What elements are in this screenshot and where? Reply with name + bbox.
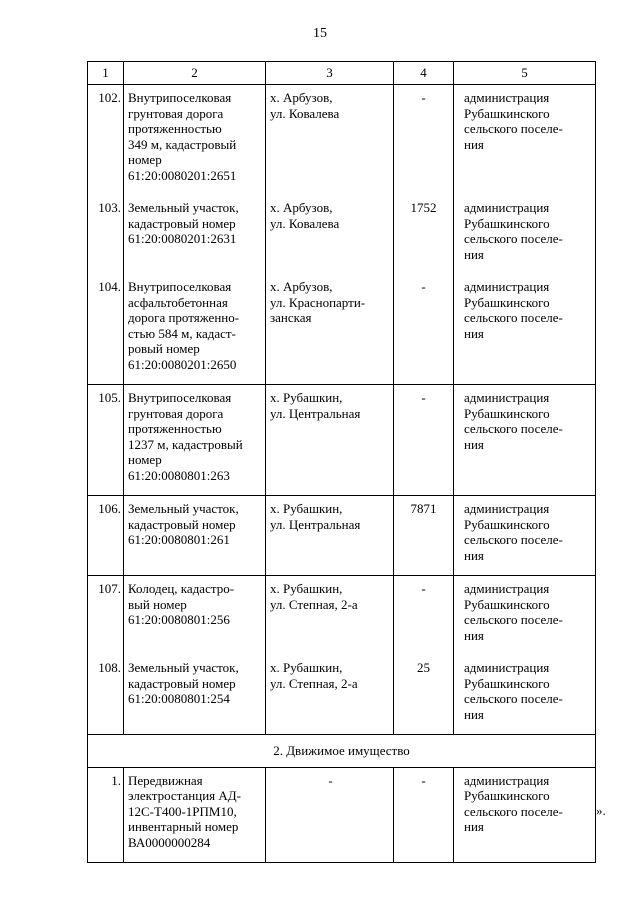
row-number: 103. [88, 195, 124, 274]
object-area: - [394, 767, 454, 863]
column-header: 3 [266, 62, 394, 85]
object-address-line: х. Рубашкин, [270, 581, 343, 596]
object-owner-line: ния [464, 246, 484, 262]
object-name-line: грунтовая дорога [128, 105, 224, 121]
object-area: - [394, 576, 454, 656]
object-owner-line: администрация [464, 279, 550, 294]
object-name-line: Внутрипоселковая [128, 390, 232, 405]
row-number: 104. [88, 274, 124, 385]
object-name-line: протяженностью [128, 421, 222, 436]
object-owner [454, 385, 596, 496]
object-name [124, 85, 266, 196]
object-name-line: ВА0000000284 [128, 834, 211, 850]
object-owner-line: сельского поселе- [464, 691, 563, 706]
object-address-line: - [328, 772, 333, 788]
object-name [124, 655, 266, 735]
object-name-line: стью 584 м, кадаст- [128, 325, 236, 341]
object-owner-line: сельского поселе- [464, 612, 563, 627]
object-owner-line: Рубашкинского [464, 675, 550, 691]
object-name-line: асфальтобетонная [128, 294, 228, 310]
object-owner-line: администрация [464, 90, 550, 105]
object-address [266, 85, 394, 196]
object-name-line: 1237 м, кадастровый [128, 436, 243, 452]
closing-quote: ». [596, 803, 606, 818]
object-name-line: 61:20:0080801:261 [128, 532, 230, 547]
object-address-line: ул. Степная, 2-а [270, 596, 358, 612]
property-table-container [87, 61, 595, 863]
object-address-line: х. Рубашкин, [270, 501, 343, 516]
object-name-line: Передвижная [128, 772, 203, 788]
table-body [88, 85, 596, 863]
object-address [266, 195, 394, 274]
object-name-line: Внутрипоселковая [128, 90, 232, 105]
object-area: - [394, 85, 454, 196]
object-address-line: х. Рубашкин, [270, 660, 343, 675]
object-name-line: номер [128, 452, 162, 467]
row-number: 1. [88, 767, 124, 863]
object-address-line: х. Арбузов, [270, 279, 333, 294]
object-name-line: 61:20:0080201:2651 [128, 167, 237, 183]
object-address [266, 385, 394, 496]
object-owner [454, 767, 596, 863]
object-name-line: 61:20:0080801:256 [128, 612, 230, 627]
object-owner-line: Рубашкинского [464, 105, 550, 121]
object-owner [454, 655, 596, 735]
object-address-line: ул. Центральная [270, 405, 361, 421]
column-header: 5 [454, 62, 596, 85]
object-area: - [394, 274, 454, 385]
object-owner [454, 496, 596, 576]
object-name [124, 385, 266, 496]
object-address [266, 655, 394, 735]
object-name [124, 496, 266, 576]
object-owner-line: ния [464, 436, 484, 452]
object-area: 7871 [394, 496, 454, 576]
section-row [88, 735, 596, 768]
object-address [266, 576, 394, 656]
object-owner-line: администрация [464, 200, 550, 215]
object-owner-line: Рубашкинского [464, 788, 550, 803]
object-name-line: номер [128, 152, 162, 167]
object-name-line: инвентарный номер [128, 819, 239, 834]
object-owner-line: сельского поселе- [464, 121, 563, 136]
object-owner-line: сельского поселе- [464, 421, 563, 436]
object-name-line: дорога протяженно- [128, 310, 240, 325]
object-name-line: 61:20:0080801:254 [128, 691, 230, 706]
object-name-line: кадастровый номер [128, 516, 236, 532]
object-address-line: х. Арбузов, [270, 200, 333, 215]
object-owner-line: сельского поселе- [464, 803, 563, 819]
page-number: 15 [313, 26, 327, 41]
object-address-line: ул. Ковалева [270, 105, 340, 121]
object-owner-line: ния [464, 325, 484, 341]
object-address-line: ул. Краснопарти- [270, 294, 366, 310]
table-row [88, 576, 596, 656]
object-name-line: электростанция АД- [128, 788, 241, 803]
table-row [88, 85, 596, 196]
object-name-line: Внутрипоселковая [128, 279, 232, 294]
object-owner-line: Рубашкинского [464, 215, 550, 231]
column-header: 1 [88, 62, 124, 85]
object-owner-line: ния [464, 547, 484, 563]
object-owner-line: администрация [464, 581, 550, 596]
object-name-line: Земельный участок, [128, 660, 239, 675]
property-table [87, 61, 596, 863]
row-number: 105. [88, 385, 124, 496]
object-owner-line: администрация [464, 501, 550, 516]
object-name-line: кадастровый номер [128, 215, 236, 231]
object-owner-line: ния [464, 627, 484, 643]
object-owner [454, 85, 596, 196]
object-address-line: х. Арбузов, [270, 90, 333, 105]
column-header: 4 [394, 62, 454, 85]
object-name-line: протяженностью [128, 121, 222, 136]
object-address-line: х. Рубашкин, [270, 390, 343, 405]
object-address [266, 496, 394, 576]
object-owner-line: сельского поселе- [464, 532, 563, 547]
row-number: 102. [88, 85, 124, 196]
header-row [88, 62, 596, 85]
table-row [88, 274, 596, 385]
object-owner-line: сельского поселе- [464, 310, 563, 325]
object-name [124, 274, 266, 385]
object-name-line: 12С-Т400-1РПМ10, [128, 803, 237, 819]
table-row [88, 385, 596, 496]
object-address-line: ул. Центральная [270, 516, 361, 532]
table-row [88, 496, 596, 576]
row-number: 106. [88, 496, 124, 576]
object-address-line: занская [270, 310, 312, 325]
object-name-line: 61:20:0080801:263 [128, 467, 230, 483]
table-row [88, 195, 596, 274]
object-owner-line: Рубашкинского [464, 596, 550, 612]
object-name [124, 195, 266, 274]
object-owner [454, 274, 596, 385]
object-address [266, 274, 394, 385]
table-row [88, 655, 596, 735]
object-owner-line: ния [464, 706, 484, 722]
object-area: 25 [394, 655, 454, 735]
object-name [124, 767, 266, 863]
object-owner [454, 576, 596, 656]
object-address [266, 767, 394, 863]
object-name-line: 349 м, кадастровый [128, 136, 237, 152]
object-owner-line: Рубашкинского [464, 405, 550, 421]
row-number: 107. [88, 576, 124, 656]
object-name-line: вый номер [128, 596, 187, 612]
object-name-line: кадастровый номер [128, 675, 236, 691]
object-owner-line: администрация [464, 660, 550, 675]
section-title: 2. Движимое имущество [88, 735, 596, 768]
object-owner-line: ния [464, 136, 484, 152]
object-owner-line: Рубашкинского [464, 516, 550, 532]
object-name-line: ровый номер [128, 341, 200, 356]
object-owner-line: администрация [464, 390, 550, 405]
object-owner-line: Рубашкинского [464, 294, 550, 310]
column-header: 2 [124, 62, 266, 85]
object-address-line: ул. Ковалева [270, 215, 340, 231]
object-owner-line: администрация [464, 772, 550, 788]
row-number: 108. [88, 655, 124, 735]
object-name-line: Колодец, кадастро- [128, 581, 235, 596]
object-area: 1752 [394, 195, 454, 274]
object-owner [454, 195, 596, 274]
object-address-line: ул. Степная, 2-а [270, 675, 358, 691]
object-owner-line: ния [464, 819, 484, 834]
object-name-line: Земельный участок, [128, 501, 239, 516]
object-owner-line: сельского поселе- [464, 231, 563, 246]
object-name [124, 576, 266, 656]
object-name-line: Земельный участок, [128, 200, 239, 215]
object-name-line: грунтовая дорога [128, 405, 224, 421]
object-name-line: 61:20:0080201:2631 [128, 231, 237, 246]
table-row [88, 767, 596, 863]
object-area: - [394, 385, 454, 496]
object-name-line: 61:20:0080201:2650 [128, 356, 237, 372]
